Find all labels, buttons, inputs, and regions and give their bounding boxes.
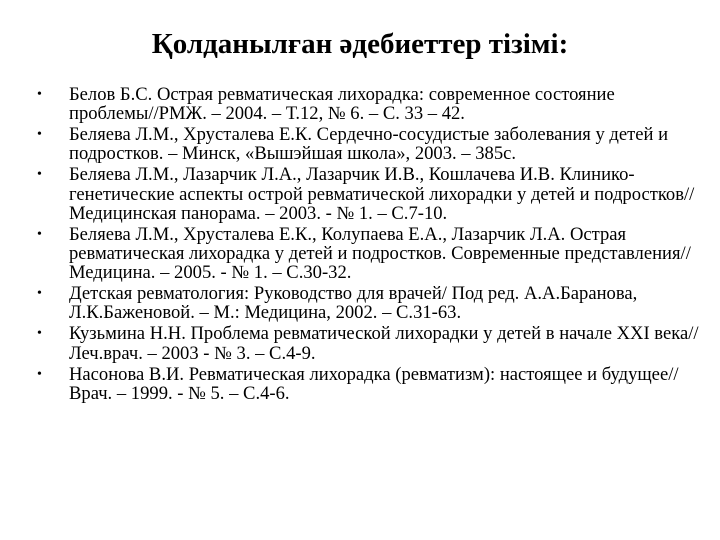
reference-text: Детская ревматология: Руководство для врачей/ Под ред. А.А.Баранова, Л.К.Баженовой. – М.: Медицина, 2002. – С.31-63. [69,283,638,324]
slide-title: Қолданылған әдебиеттер тізімі: [151,28,569,60]
reference-item [36,165,704,223]
reference-list [36,85,704,405]
bullet-icon: • [37,366,42,382]
reference-text: Беляева Л.М., Лазарчик Л.А., Лазарчик И.В., Кошлачева И.В. Клинико-генетические аспекты острой ревматической лихорадки у детей и подростков//Медицинская панорама. – 2003. - № 1. – С.7-10. [69,164,695,224]
bullet-icon: • [37,286,42,302]
bullet-icon: • [37,87,42,102]
reference-text: Белов Б.С. Острая ревматическая лихорадка: современное состояние проблемы//РМЖ. – 2004. – Т.12, № 6. – С. 33 – 42. [69,84,615,125]
bullet-icon: • [37,127,42,143]
reference-item [36,125,704,163]
bullet-icon: • [37,326,42,342]
reference-item [36,365,704,403]
reference-text: Беляева Л.М., Хрусталева Е.К. Сердечно-сосудистые заболевания у детей и подростков. – Минск, «Вышэйшая школа», 2003. – 385с. [69,124,669,165]
reference-item [36,225,704,283]
reference-item [36,85,704,123]
reference-item [36,324,704,362]
reference-text: Насонова В.И. Ревматическая лихорадка (ревматизм): настоящее и будущее// Врач. – 1999. - № 5. – С.4-6. [69,363,679,404]
reference-text: Беляева Л.М., Хрусталева Е.К., Колупаева Е.А., Лазарчик Л.А. Острая ревматическая лихорадка у детей и подростков. Современные представления//Медицина. – 2005. - № 1. – С.30-32. [69,223,691,284]
reference-text: Кузьмина Н.Н. Проблема ревматической лихорадки у детей в начале XXI века// Леч.врач. – 2003 - № 3. – С.4-9. [69,323,699,364]
bullet-icon: • [37,167,42,183]
bullet-icon: • [37,226,42,242]
reference-item [36,284,704,322]
